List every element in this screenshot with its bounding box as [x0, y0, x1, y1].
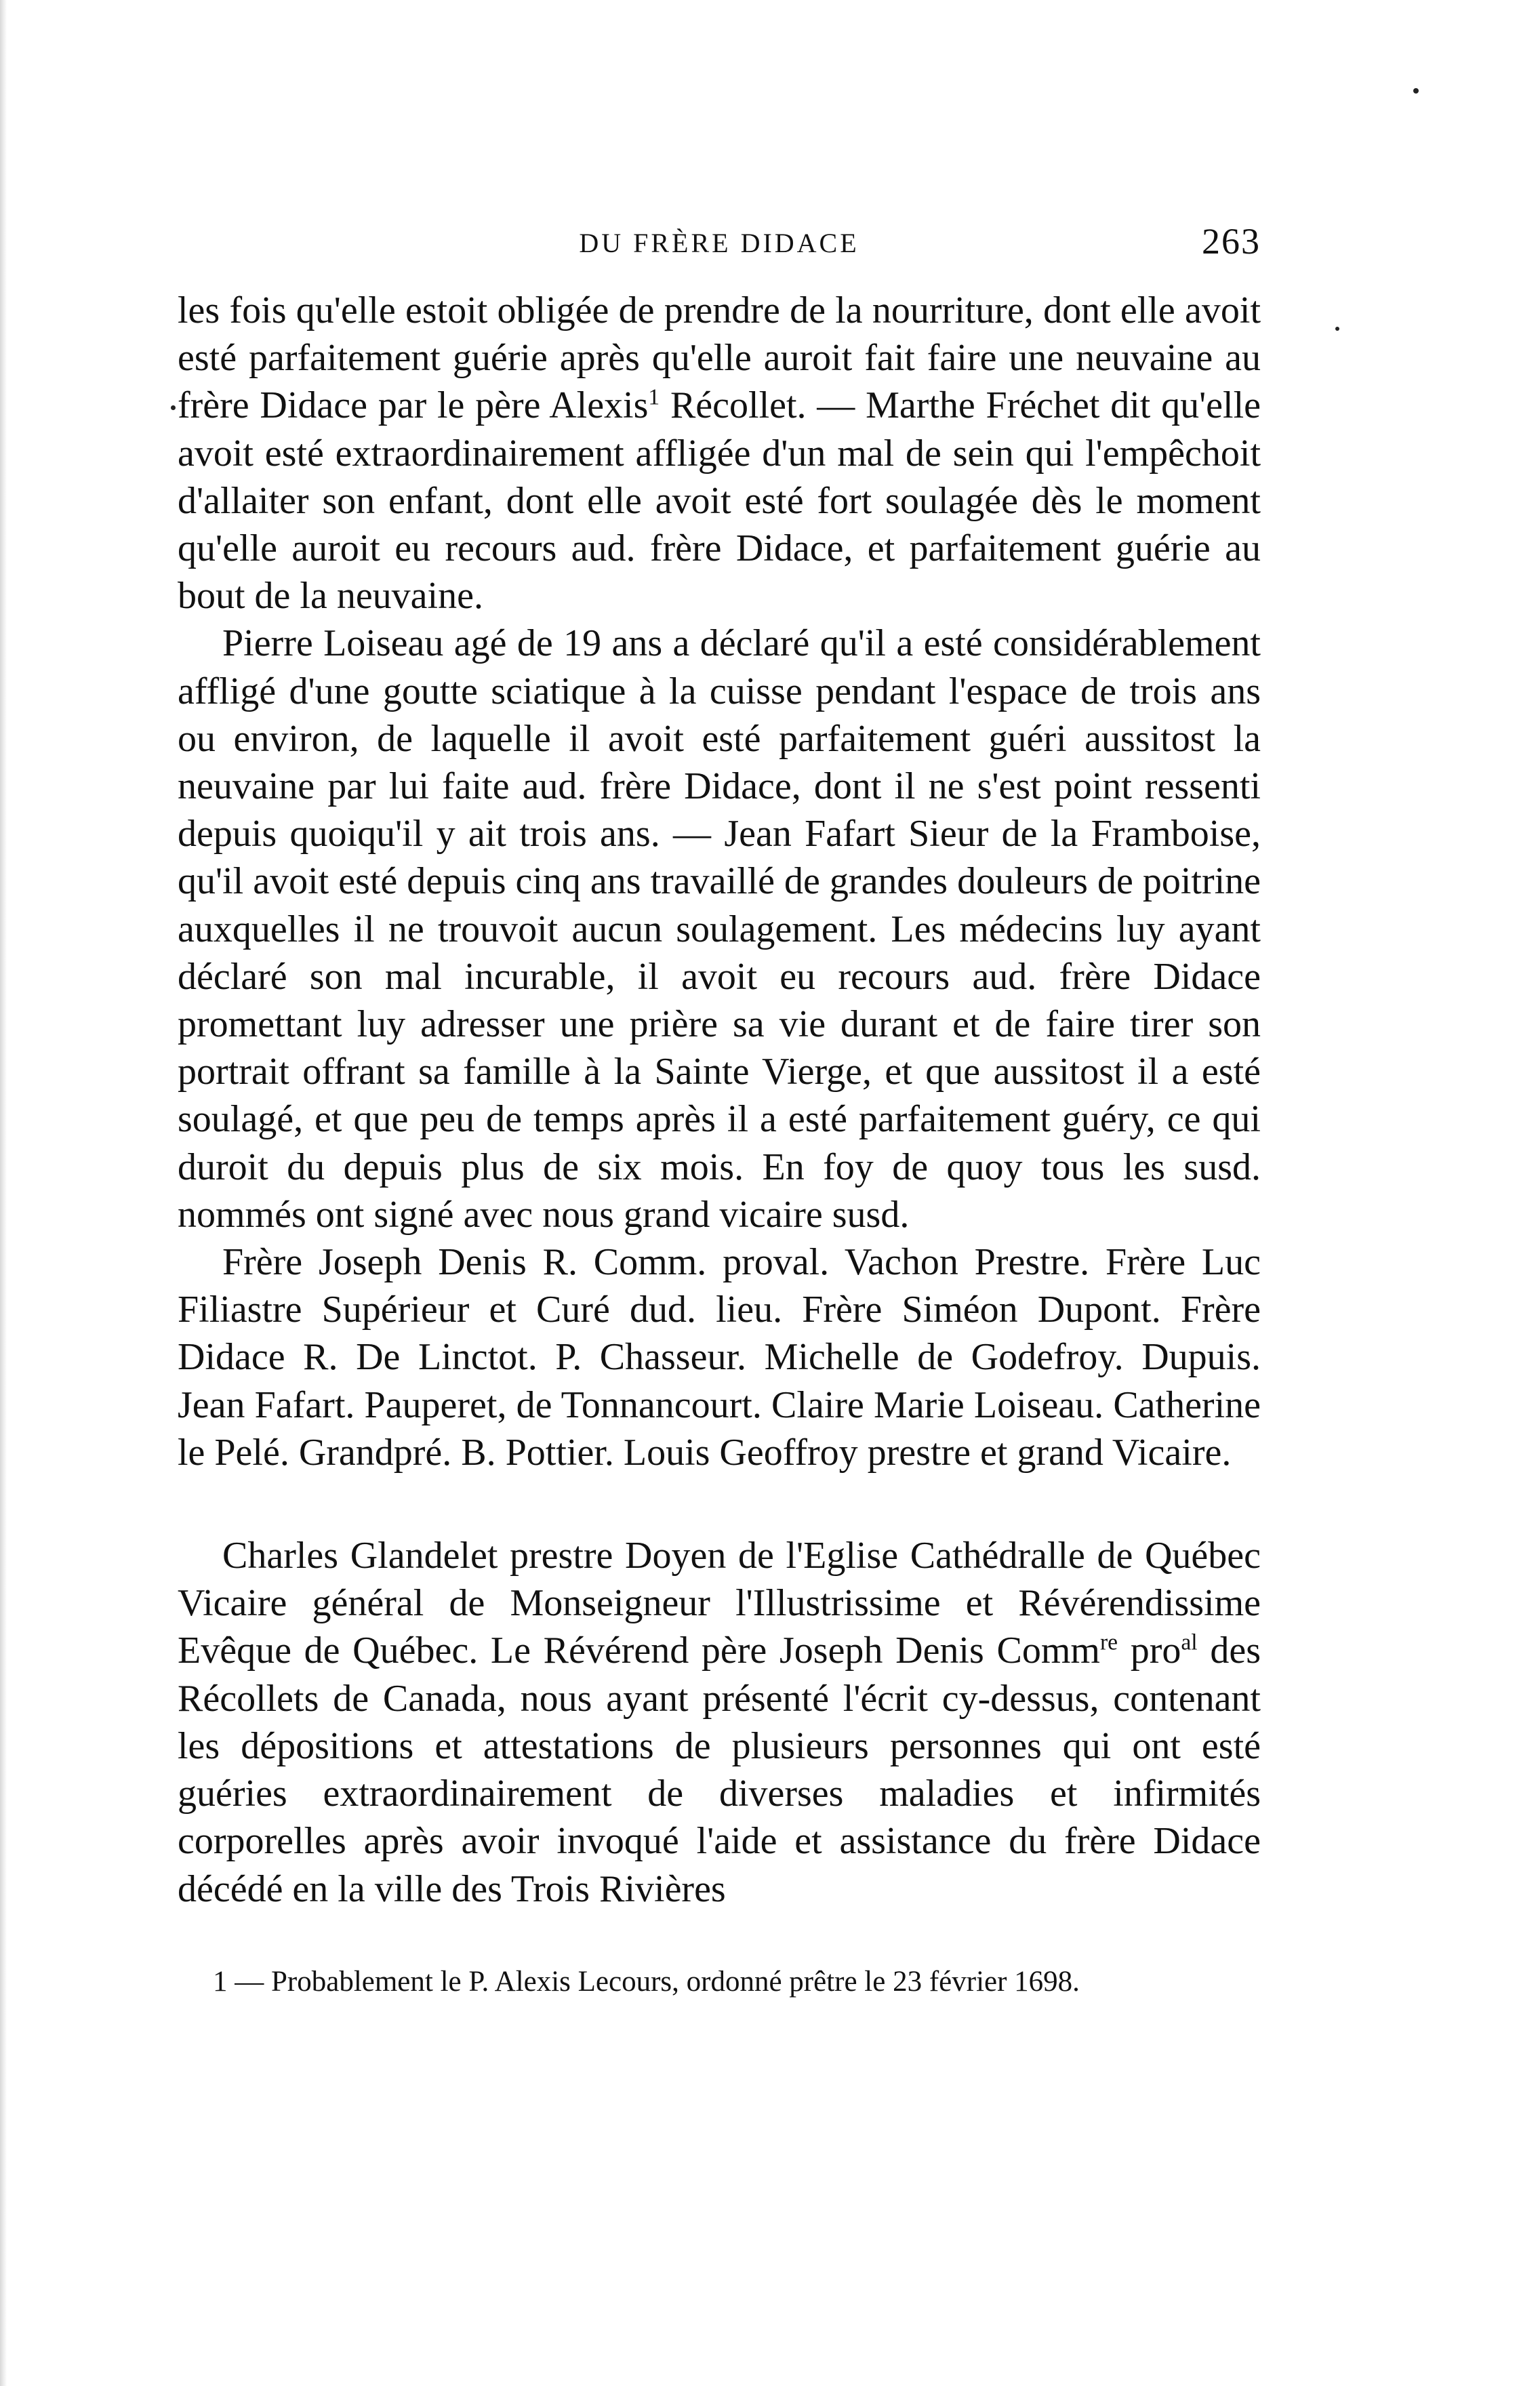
scan-speck — [1413, 88, 1419, 94]
paragraph-signatures: Frère Joseph Denis R. Comm. proval. Vachon Prestre. Frère Luc Filiastre Supérieur et Curé dud. lieu. Frère Siméon Dupont. Frère Didace R. De Linctot. P. Chasseur. Michelle de Godefroy. Dupuis. Jean Fafart. Pauperet, de Tonnancourt. Claire Marie Loiseau. Catherine le Pelé. Grandpré. B. Pottier. Louis Geoffroy prestre et grand Vicaire. — [178, 1241, 1261, 1474]
footnote: 1 — Probablement le P. Alexis Lecours, ordonné prêtre le 23 février 1698. — [213, 1965, 1080, 1998]
footnote-reference: 1 — [648, 384, 660, 410]
scan-speck — [1335, 327, 1339, 331]
text-segment: Charles Glandelet prestre Doyen de l'Eglise Cathédralle de Québec Vicaire général de Monseigneur l'Illustrissime et Révérendissime Evêque de Québec. Le Révérend père Joseph Denis Comm — [178, 1535, 1261, 1672]
page-number: 263 — [1202, 221, 1261, 262]
superscript-abbrev: re — [1099, 1630, 1118, 1655]
text-segment: Récollet. — Marthe Fréchet dit qu'elle avoit esté extraordinairement affligée d'un mal de sein qui l'empêchoit d'allaiter son enfant, dont elle avoit esté fort soulagée dès le moment qu'elle auroit eu recours aud. frère Didace, et parfaitement guérie au bout de la neuvaine. — [178, 384, 1261, 618]
paragraph-1 — [178, 287, 1261, 620]
book-page — [178, 220, 1261, 2001]
paragraph-4 — [178, 1532, 1261, 1913]
scan-speck — [171, 405, 176, 410]
text-segment: pro — [1118, 1630, 1181, 1672]
paragraph-2: Pierre Loiseau agé de 19 ans a déclaré qu'il a esté considérablement affligé d'une goutte sciatique à la cuisse pendant l'espace de trois ans ou environ, de laquelle il avoit esté parfaitement guéri aussitost la neuvaine par lui faite aud. frère Didace, dont il ne s'est point ressenti depuis quoiqu'il y ait trois ans. — Jean Fafart Sieur de la Framboise, qu'il avoit esté depuis cinq ans travaillé de grandes douleurs de poitrine auxquelles il ne trouvoit aucun soulagement. Les médecins luy ayant déclaré son mal incurable, il avoit eu recours aud. frère Didace promettant luy adresser une prière sa vie durant et de faire tirer son portrait offrant sa famille à la Sainte Vierge, et que aussitost il a esté soulagé, et que peu de temps après il a esté parfaitement guéry, ce qui duroit du depuis plus de six mois. En foy de quoy tous les susd. nommés ont signé avec nous grand vicaire susd. — [178, 622, 1261, 1236]
footnotes — [178, 1963, 1261, 2001]
text-segment: les fois qu'elle estoit obligée de prendre de la nourriture, dont elle avoit esté parfaitement guérie après qu'elle auroit fait faire une neuvaine au frère Didace par le père Alexis — [178, 289, 1261, 427]
superscript-abbrev: al — [1181, 1630, 1198, 1655]
text-segment: des Récollets de Canada, nous ayant présenté l'écrit cy-dessus, contenant les dépositions et attestations de plusieurs personnes qui ont esté guéries extraordinairement de diverses maladies et infirmités corporelles après avoir invoqué l'aide et assistance du frère Didace décédé en la ville des Trois Rivières — [178, 1630, 1261, 1910]
running-head — [178, 220, 1261, 275]
running-title: DU FRÈRE DIDACE — [579, 228, 859, 258]
scan-edge — [0, 0, 7, 2386]
